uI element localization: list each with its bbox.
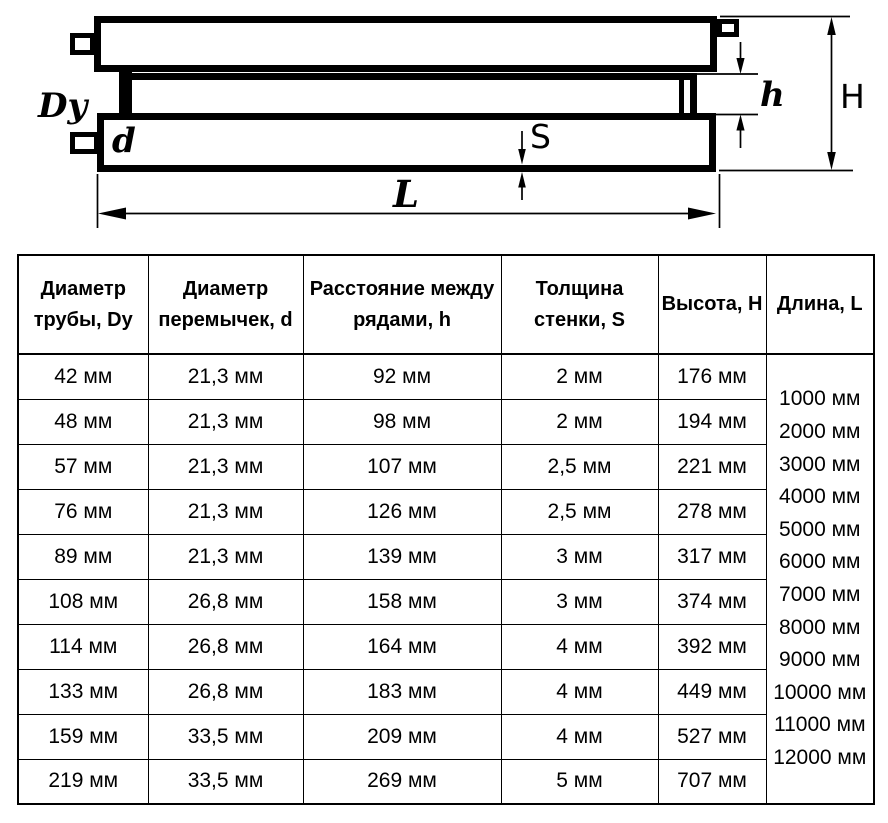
length-option: 6000 мм [779, 550, 861, 574]
cell-d: 21,3 мм [148, 489, 303, 534]
cell-H: 278 мм [658, 489, 766, 534]
cell-h: 209 мм [303, 714, 501, 759]
jumper-left [119, 66, 132, 118]
cell-dy: 219 мм [18, 759, 148, 804]
cell-h: 107 мм [303, 444, 501, 489]
header-line: Длина, L [776, 293, 863, 315]
header-line: стенки, S [534, 308, 625, 331]
table-row [18, 579, 874, 624]
register-dimensions-table [17, 254, 875, 805]
header-line: трубы, Dy [33, 308, 133, 331]
cell-H: 176 мм [658, 354, 766, 399]
cell-s: 2 мм [501, 354, 658, 399]
label-wall-S: S [530, 117, 551, 156]
cell-h: 126 мм [303, 489, 501, 534]
dim-H [719, 17, 853, 171]
arrowhead-L-right [688, 208, 716, 220]
cell-dy: 57 мм [18, 444, 148, 489]
cell-H: 449 мм [658, 669, 766, 714]
header-line: перемычек, d [158, 308, 293, 331]
col-header-row-distance [303, 255, 501, 354]
pipe-row2 [125, 77, 694, 117]
cell-dy: 159 мм [18, 714, 148, 759]
register-technical-drawing [0, 0, 888, 250]
col-header-pipe-diameter [18, 255, 148, 354]
cell-H: 707 мм [658, 759, 766, 804]
table-row [18, 534, 874, 579]
col-header-jumper-diameter [148, 255, 303, 354]
cell-h: 158 мм [303, 579, 501, 624]
cell-s: 5 мм [501, 759, 658, 804]
cell-d: 33,5 мм [148, 714, 303, 759]
cell-dy: 114 мм [18, 624, 148, 669]
header-line: Диаметр [40, 277, 126, 300]
label-pipe-diameter-dy: Dy [38, 86, 88, 126]
table-row [18, 624, 874, 669]
cell-H: 374 мм [658, 579, 766, 624]
cell-d: 26,8 мм [148, 669, 303, 714]
cell-H: 221 мм [658, 444, 766, 489]
stub-top-left [73, 36, 93, 53]
col-header-height [658, 255, 766, 354]
cell-dy: 89 мм [18, 534, 148, 579]
cell-d: 26,8 мм [148, 579, 303, 624]
table-row [18, 444, 874, 489]
header-line: Расстояние между [309, 277, 495, 300]
label-row-gap-h: h [760, 75, 785, 115]
cell-s: 4 мм [501, 669, 658, 714]
arrowhead-h-up [736, 115, 744, 131]
arrowhead-L-left [98, 208, 126, 220]
cell-H: 194 мм [658, 399, 766, 444]
table-row [18, 669, 874, 714]
table-row [18, 399, 874, 444]
cell-s: 2,5 мм [501, 489, 658, 534]
cell-s: 2,5 мм [501, 444, 658, 489]
table-row [18, 714, 874, 759]
length-option: 4000 мм [779, 485, 861, 509]
cell-h: 164 мм [303, 624, 501, 669]
header-line: рядами, h [353, 308, 451, 331]
label-height-H: H [840, 77, 865, 116]
header-line: Высота, H [661, 293, 763, 315]
cell-H: 317 мм [658, 534, 766, 579]
length-option: 11000 мм [773, 713, 866, 737]
length-option: 5000 мм [779, 517, 861, 541]
cell-s: 4 мм [501, 624, 658, 669]
cell-H: 392 мм [658, 624, 766, 669]
length-option: 9000 мм [779, 648, 861, 672]
cell-h: 98 мм [303, 399, 501, 444]
cell-d: 21,3 мм [148, 534, 303, 579]
table-row [18, 489, 874, 534]
label-jumper-diameter-d: d [112, 121, 136, 161]
cell-d: 21,3 мм [148, 399, 303, 444]
header-row [18, 255, 874, 354]
cell-dy: 48 мм [18, 399, 148, 444]
cell-h: 92 мм [303, 354, 501, 399]
table-row [18, 759, 874, 804]
length-option: 7000 мм [779, 583, 861, 606]
cell-s: 3 мм [501, 534, 658, 579]
length-option: 10000 мм [773, 680, 867, 704]
jumper-right [679, 77, 684, 115]
col-header-wall-thickness [501, 255, 658, 354]
length-option: 3000 мм [779, 452, 861, 476]
cell-H: 527 мм [658, 714, 766, 759]
cell-h: 183 мм [303, 669, 501, 714]
stub-bottom-left [73, 135, 97, 152]
arrowhead-S-up [518, 172, 526, 188]
cell-dy: 76 мм [18, 489, 148, 534]
col-header-length [766, 255, 874, 354]
pipe-row1 [98, 20, 714, 69]
cell-s: 4 мм [501, 714, 658, 759]
cell-h: 269 мм [303, 759, 501, 804]
stub-top-right [720, 22, 737, 35]
header-line: Толщина [535, 277, 624, 300]
length-option: 1000 мм [779, 387, 861, 411]
table-row [18, 354, 874, 399]
length-option: 8000 мм [779, 615, 861, 639]
arrowhead-H-up [827, 17, 836, 35]
cell-d: 33,5 мм [148, 759, 303, 804]
cell-dy: 108 мм [18, 579, 148, 624]
cell-dy: 42 мм [18, 354, 148, 399]
register-drawing-svg [0, 0, 888, 250]
cell-dy: 133 мм [18, 669, 148, 714]
length-option: 2000 мм [779, 420, 861, 444]
length-option: 12000 мм [773, 745, 867, 769]
cell-lengths-merged [766, 354, 874, 804]
header-line: Диаметр [182, 277, 269, 300]
label-length-L: L [392, 172, 420, 216]
arrowhead-h-down [736, 58, 744, 74]
cell-d: 21,3 мм [148, 444, 303, 489]
cell-s: 3 мм [501, 579, 658, 624]
cell-d: 26,8 мм [148, 624, 303, 669]
cell-d: 21,3 мм [148, 354, 303, 399]
pipe-row3 [101, 117, 713, 169]
cell-s: 2 мм [501, 399, 658, 444]
arrowhead-H-down [827, 152, 836, 170]
cell-h: 139 мм [303, 534, 501, 579]
